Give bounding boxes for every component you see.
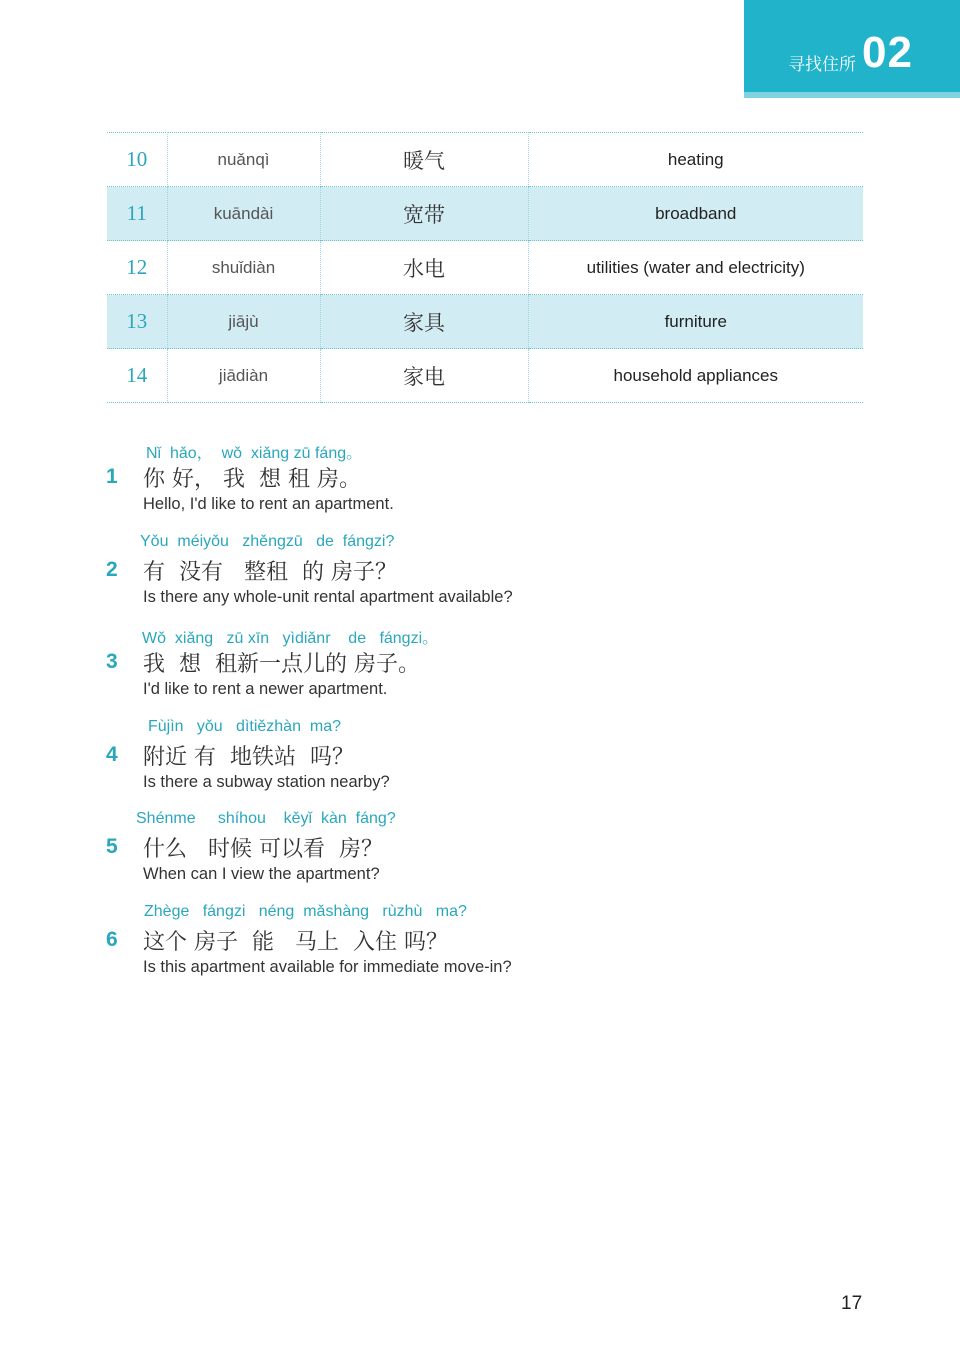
sentence-english: Hello, I'd like to rent an apartment. xyxy=(143,495,394,513)
chapter-number: 02 xyxy=(862,28,913,77)
chapter-title: 寻找住所 xyxy=(788,55,856,75)
sentence-hanzi: 我 想 租新一点儿的 房子。 xyxy=(143,652,420,677)
vocab-hanzi: 宽带 xyxy=(320,187,528,241)
vocab-english: furniture xyxy=(528,295,863,349)
sentence-pinyin: Nǐ hǎo， wǒ xiǎng zū fáng。 xyxy=(146,445,363,462)
sentence-item xyxy=(0,436,700,526)
vocab-pinyin: jiādiàn xyxy=(167,349,320,403)
sentence-hanzi: 这个 房子 能 马上 入住 吗？ xyxy=(143,930,448,955)
sentence-number: 1 xyxy=(106,465,118,488)
vocab-number: 14 xyxy=(107,349,167,403)
chapter-header-tab xyxy=(744,0,960,98)
sentence-english: When can I view the apartment? xyxy=(143,865,380,883)
sentence-number: 2 xyxy=(106,558,118,581)
vocab-hanzi: 水电 xyxy=(320,241,528,295)
sentence-pinyin: Zhège fángzi néng mǎshàng rùzhù ma? xyxy=(144,903,467,920)
vocab-english: utilities (water and electricity) xyxy=(528,241,863,295)
sentence-number: 3 xyxy=(106,650,118,673)
sentence-pinyin: Wǒ xiǎng zū xīn yìdiǎnr de fángzi。 xyxy=(142,630,439,647)
vocab-english: heating xyxy=(528,133,863,187)
vocab-number: 12 xyxy=(107,241,167,295)
sentence-english: Is there any whole-unit rental apartment available? xyxy=(143,588,513,606)
sentence-pinyin: Shénme shíhou kěyǐ kàn fáng? xyxy=(136,810,396,827)
sentence-number: 4 xyxy=(106,743,118,766)
vocab-english: household appliances xyxy=(528,349,863,403)
sentence-hanzi: 你 好， 我 想 租 房。 xyxy=(143,467,361,492)
vocab-number: 13 xyxy=(107,295,167,349)
vocab-row xyxy=(107,241,863,295)
vocab-row xyxy=(107,187,863,241)
vocab-pinyin: shuǐdiàn xyxy=(167,241,320,295)
sentence-english: Is this apartment available for immediate move-in? xyxy=(143,958,512,976)
sentence-hanzi: 附近 有 地铁站 吗？ xyxy=(143,745,354,770)
vocab-hanzi: 家具 xyxy=(320,295,528,349)
vocab-number: 10 xyxy=(107,133,167,187)
vocab-hanzi: 暖气 xyxy=(320,133,528,187)
sentence-english: I'd like to rent a newer apartment. xyxy=(143,680,388,698)
sentence-item xyxy=(0,529,700,619)
sentence-hanzi: 有 没有 整租 的 房子？ xyxy=(143,560,397,585)
sentence-number: 5 xyxy=(106,835,118,858)
sentence-pinyin: Fùjìn yǒu dìtiězhàn ma? xyxy=(148,718,341,735)
vocab-row xyxy=(107,295,863,349)
vocab-pinyin: jiājù xyxy=(167,295,320,349)
sentence-hanzi: 什么 时候 可以看 房？ xyxy=(143,837,383,862)
sentence-number: 6 xyxy=(106,928,118,951)
page-number: 17 xyxy=(841,1293,863,1314)
sentence-item xyxy=(0,621,700,711)
vocab-number: 11 xyxy=(107,187,167,241)
vocab-row xyxy=(107,133,863,187)
vocab-row xyxy=(107,349,863,403)
sentence-item xyxy=(0,714,700,804)
sentence-english: Is there a subway station nearby? xyxy=(143,773,390,791)
vocabulary-table xyxy=(107,132,863,403)
vocab-hanzi: 家电 xyxy=(320,349,528,403)
sentence-item xyxy=(0,806,700,896)
sentence-pinyin: Yǒu méiyǒu zhěngzū de fángzi? xyxy=(140,533,395,550)
sentence-item xyxy=(0,899,700,989)
vocab-english: broadband xyxy=(528,187,863,241)
vocab-pinyin: kuāndài xyxy=(167,187,320,241)
vocab-pinyin: nuǎnqì xyxy=(167,133,320,187)
